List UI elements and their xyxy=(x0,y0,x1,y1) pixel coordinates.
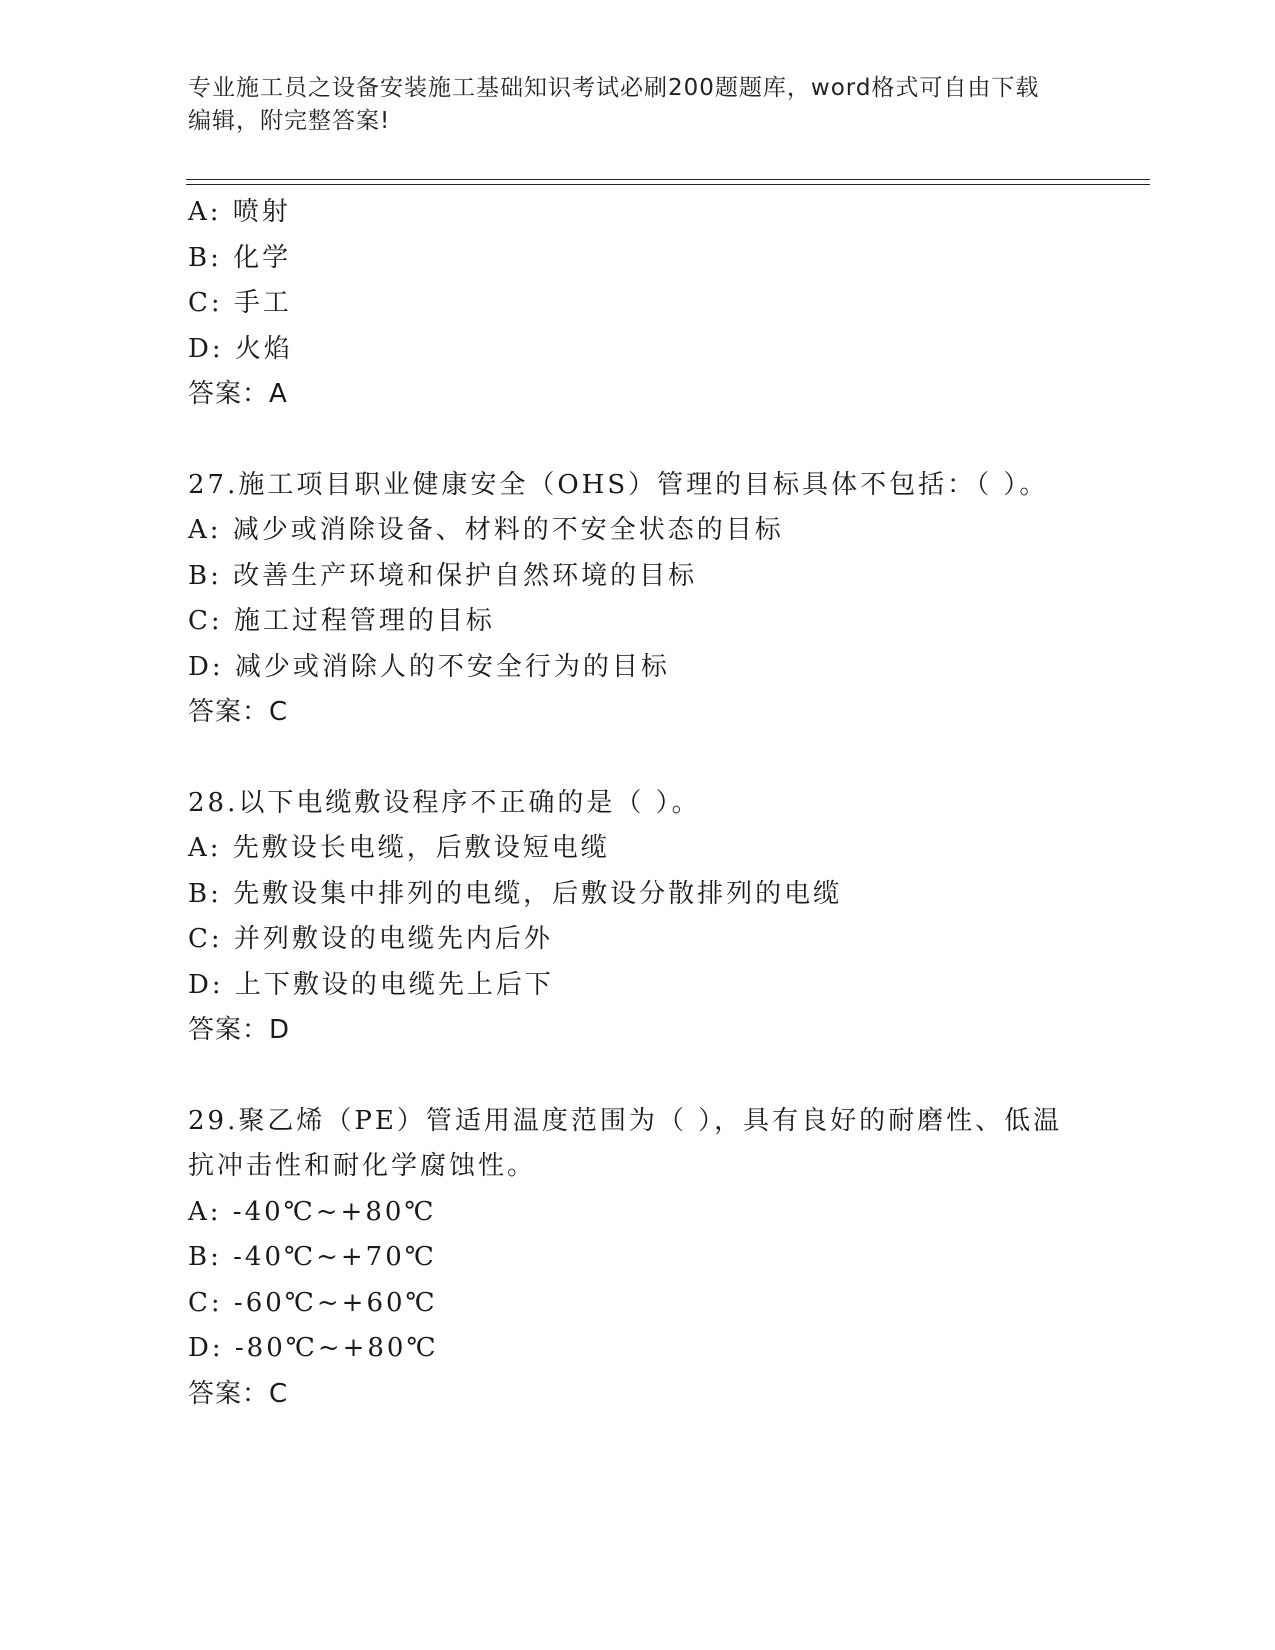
option-c: C: 手工 xyxy=(188,288,292,318)
option-a: A: 减少或消除设备、材料的不安全状态的目标 xyxy=(188,515,784,545)
question-list xyxy=(188,190,1148,1417)
option-c: C: -60℃~+60℃ xyxy=(188,1287,438,1318)
option-b: B: 化学 xyxy=(188,242,292,273)
option-c: C: 施工过程管理的目标 xyxy=(188,606,495,636)
question-stem-line-2: 抗冲击性和耐化学腐蚀性。 xyxy=(188,1151,537,1181)
question-stem-line-1: 29.聚乙烯（PE）管适用温度范围为（ ），具有良好的耐磨性、低温 xyxy=(188,1105,1063,1136)
header-divider-bottom xyxy=(186,184,1150,185)
question-stem: 27.施工项目职业健康安全（OHS）管理的目标具体不包括：（ ）。 xyxy=(188,469,1049,500)
option-d: D: 上下敷设的电缆先上后下 xyxy=(188,969,554,1000)
question-stem: 28.以下电缆敷设程序不正确的是（ ）。 xyxy=(188,787,701,818)
spacer xyxy=(188,1054,1148,1099)
option-d: D: -80℃~+80℃ xyxy=(188,1333,439,1363)
option-a: A: 先敷设长电缆，后敷设短电缆 xyxy=(188,833,610,863)
header-line-2: 编辑，附完整答案! xyxy=(188,108,391,134)
option-c: C: 并列敷设的电缆先内后外 xyxy=(188,924,553,954)
option-d: D: 减少或消除人的不安全行为的目标 xyxy=(188,651,670,682)
document-header xyxy=(188,72,1088,138)
header-divider-top xyxy=(186,179,1150,180)
option-b: B: -40℃~+70℃ xyxy=(188,1242,437,1272)
header-line-1: 专业施工员之设备安装施工基础知识考试必刷200题题库，word格式可自由下载 xyxy=(188,75,1040,101)
option-d: D: 火焰 xyxy=(188,333,293,364)
answer: 答案：A xyxy=(188,379,288,409)
answer: 答案：C xyxy=(188,697,289,727)
option-a: A: 喷射 xyxy=(188,197,291,227)
option-b: B: 改善生产环境和保护自然环境的目标 xyxy=(188,560,698,591)
answer: 答案：C xyxy=(188,1378,289,1409)
question-27 xyxy=(188,463,1148,736)
answer: 答案：D xyxy=(188,1015,291,1045)
spacer xyxy=(188,736,1148,781)
question-29 xyxy=(188,1099,1148,1418)
question-28 xyxy=(188,781,1148,1054)
option-a: A: -40℃~+80℃ xyxy=(188,1196,437,1227)
question-26 xyxy=(188,190,1148,418)
spacer xyxy=(188,418,1148,463)
option-b: B: 先敷设集中排列的电缆，后敷设分散排列的电缆 xyxy=(188,878,843,909)
